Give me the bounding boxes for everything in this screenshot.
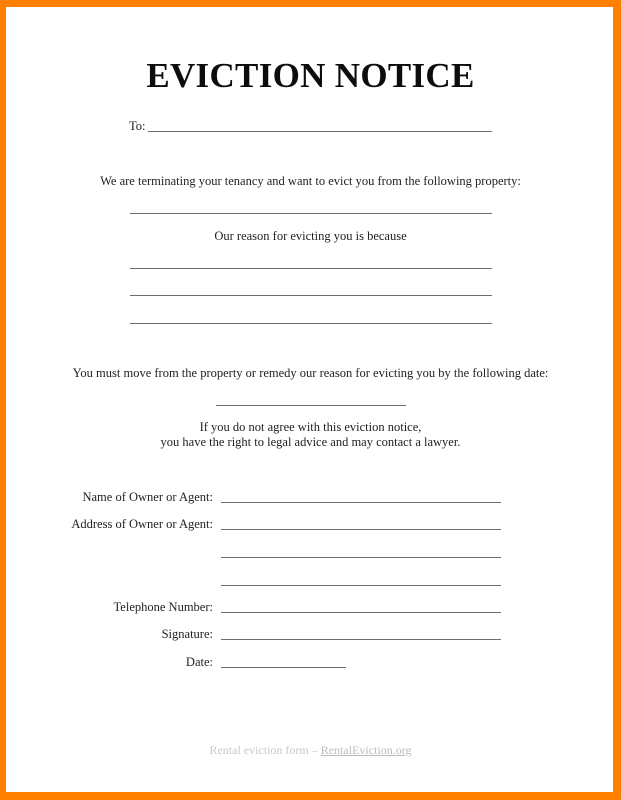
move-date-field-line[interactable]	[216, 405, 406, 406]
property-statement: We are terminating your tenancy and want to evict you from the following property:	[100, 174, 521, 188]
telephone-field-line[interactable]	[221, 612, 501, 613]
footer-link[interactable]: RentalEviction.org	[320, 743, 412, 757]
document-title: EVICTION NOTICE	[146, 56, 475, 95]
to-field-line[interactable]	[148, 131, 492, 132]
to-label: To:	[129, 119, 146, 133]
footer	[0, 743, 621, 758]
disagree-line-1: If you do not agree with this eviction notice,	[199, 420, 422, 434]
owner-address-field-line-1[interactable]	[221, 529, 501, 530]
date-field-line[interactable]	[221, 667, 346, 668]
signature-field-line[interactable]	[221, 639, 501, 640]
footer-text: Rental eviction form –	[209, 743, 321, 757]
owner-address-field-line-3[interactable]	[221, 585, 501, 586]
telephone-label: Telephone Number:	[113, 600, 213, 614]
signature-label: Signature:	[161, 627, 213, 641]
reason-field-line-1[interactable]	[130, 268, 492, 269]
move-statement: You must move from the property or remedy our reason for evicting you by the following date:	[72, 366, 549, 380]
reason-field-line-2[interactable]	[130, 295, 492, 296]
reason-statement: Our reason for evicting you is because	[214, 229, 407, 243]
disagree-line-2: you have the right to legal advice and may contact a lawyer.	[160, 435, 461, 449]
date-label: Date:	[185, 655, 213, 669]
owner-name-label: Name of Owner or Agent:	[82, 490, 213, 504]
owner-name-field-line[interactable]	[221, 502, 501, 503]
owner-address-field-line-2[interactable]	[221, 557, 501, 558]
property-field-line[interactable]	[130, 213, 492, 214]
reason-field-line-3[interactable]	[130, 323, 492, 324]
page-frame	[6, 7, 613, 792]
owner-address-label: Address of Owner or Agent:	[71, 517, 213, 531]
